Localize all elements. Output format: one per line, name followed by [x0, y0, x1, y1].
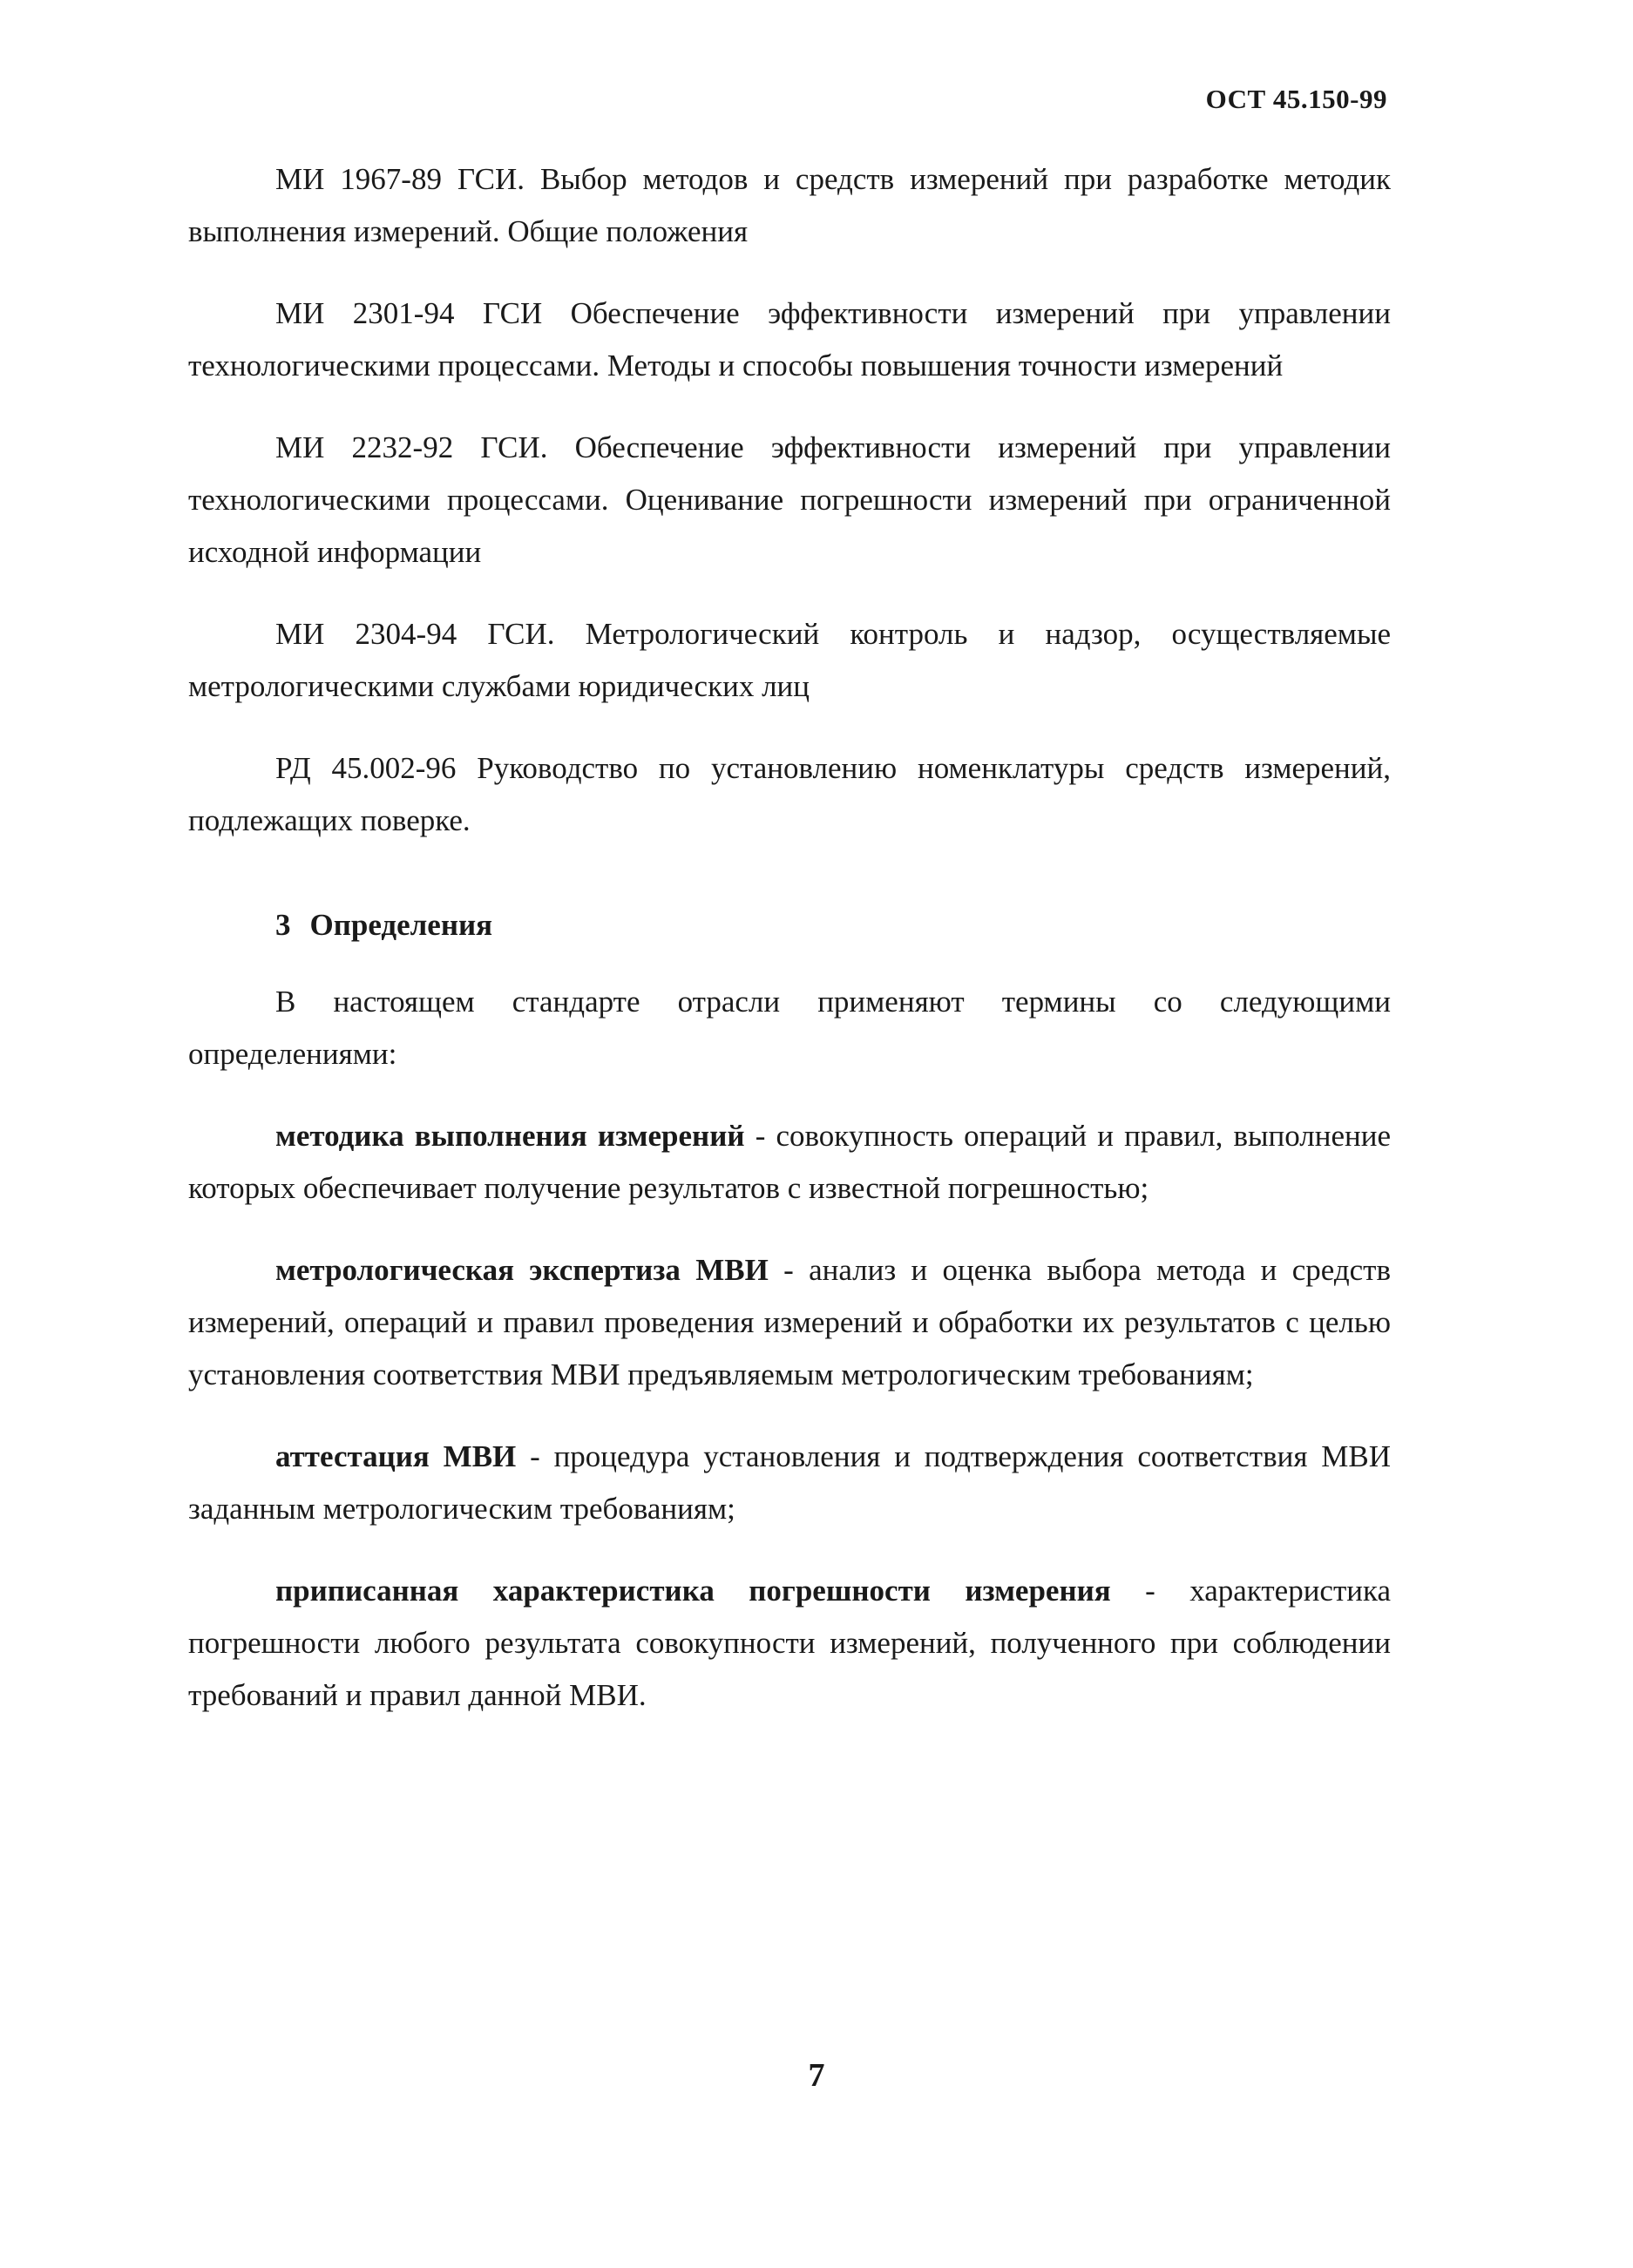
reference-text: Обеспечение эффективности измерений при управлении технологическими процессами. Оценивание погрешности измерений при ограниченной исходной информации: [188, 430, 1391, 569]
reference-text: Метрологический контроль и надзор, осуществляемые метрологическими службами юридических лиц: [188, 617, 1392, 703]
reference-code: МИ 2301-94 ГСИ: [275, 296, 543, 330]
definition-text: процедура установления и подтверждения соответствия МВИ заданным метрологическим требованиям;: [188, 1439, 1391, 1526]
definition-term: метрологическая экспертиза МВИ: [275, 1253, 769, 1287]
reference-code: РД 45.002-96: [275, 751, 457, 785]
definition-item: [188, 1565, 1391, 1722]
reference-item: [188, 288, 1391, 392]
definition-text: характеристика погрешности любого результата совокупности измерений, полученного при соблюдении требований и правил данной МВИ.: [188, 1574, 1391, 1712]
reference-item: [188, 422, 1391, 579]
section-heading: [188, 899, 1391, 951]
definition-term: аттестация МВИ: [275, 1439, 517, 1473]
reference-item: [188, 608, 1391, 713]
page-content: [188, 153, 1391, 1751]
section-intro: В настоящем стандарте отрасли применяют термины со следующими определениями:: [188, 985, 1391, 1071]
definition-separator: -: [1110, 1574, 1190, 1608]
reference-item: [188, 742, 1391, 847]
reference-text: Обеспечение эффективности измерений при управлении технологическими процессами. Методы и способы повышения точности измерений: [188, 296, 1391, 383]
page-number: 7: [808, 2057, 825, 2094]
reference-item: [188, 153, 1391, 258]
definition-item: [188, 1431, 1391, 1535]
definition-text: анализ и оценка выбора метода и средств измерений, операций и правил проведения измерений и обработки их результатов с целью установления соответствия МВИ предъявляемым метрологическим требованиям;: [188, 1253, 1391, 1391]
reference-code: МИ 2304-94 ГСИ.: [275, 617, 555, 651]
definition-term: приписанная характеристика погрешности измерения: [275, 1574, 1111, 1608]
definition-item: [188, 1244, 1391, 1401]
reference-code: МИ 1967-89 ГСИ.: [275, 162, 525, 196]
reference-text: Руководство по установлению номенклатуры средств измерений, подлежащих поверке.: [188, 751, 1391, 837]
reference-code: МИ 2232-92 ГСИ.: [275, 430, 548, 464]
reference-text: Выбор методов и средств измерений при разработке методик выполнения измерений. Общие положения: [188, 162, 1392, 248]
definition-separator: -: [744, 1119, 776, 1153]
definition-separator: -: [516, 1439, 554, 1473]
definition-item: [188, 1110, 1391, 1215]
section-title: Определения: [309, 908, 493, 942]
document-code: ОСТ 45.150-99: [1205, 84, 1387, 114]
definition-separator: -: [768, 1253, 810, 1287]
definition-term: методика выполнения измерений: [275, 1119, 745, 1153]
section-number: 3: [275, 908, 291, 942]
definition-text: совокупность операций и правил, выполнение которых обеспечивает получение результатов с известной погрешностью;: [188, 1119, 1391, 1205]
